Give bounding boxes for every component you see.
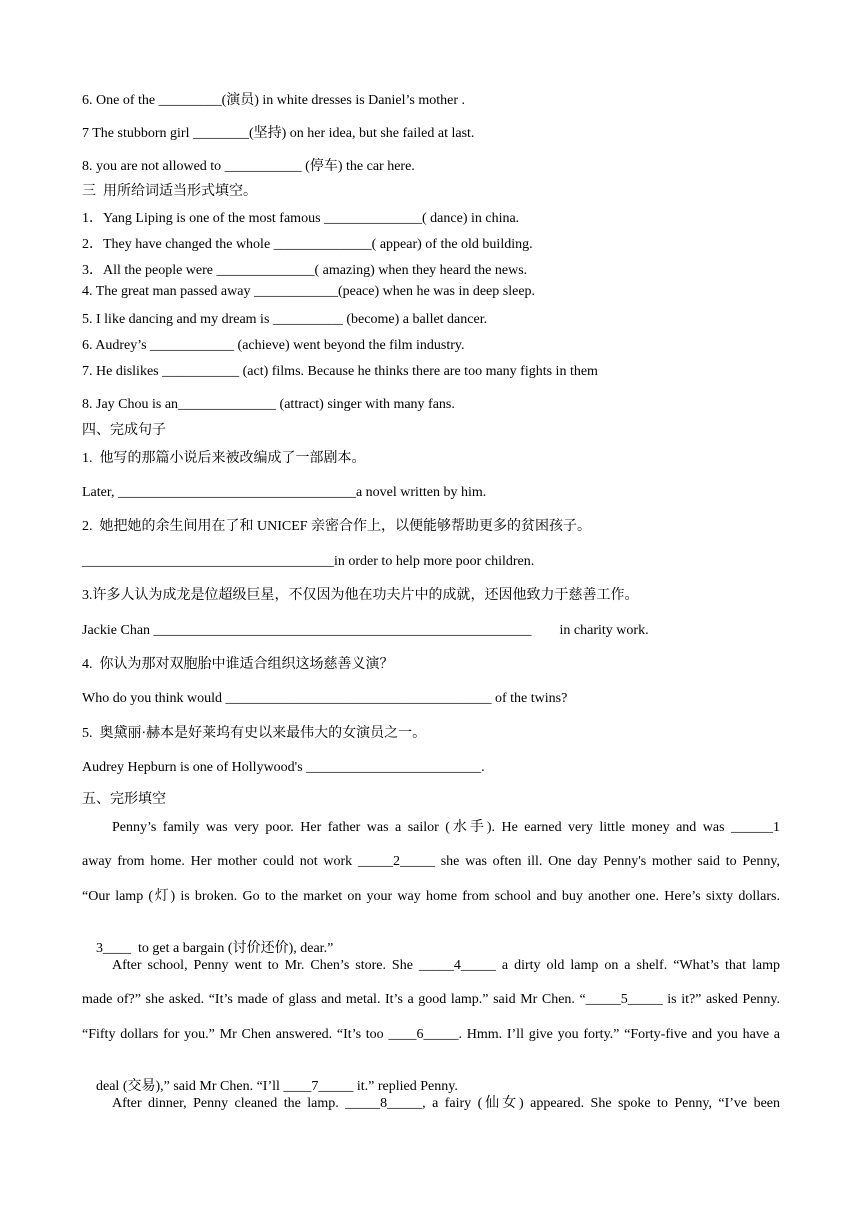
question-line: 7. He dislikes ___________ (act) films. Because he thinks there are too many fights in them — [82, 364, 598, 379]
blank-8: _____8_____ — [345, 1096, 423, 1111]
answer-line: Later, __________________________________a novel written by him. — [82, 485, 487, 500]
question-line: 2．They have changed the whole ______________( appear) of the old building. — [82, 237, 533, 252]
answer-line: ____________________________________in order to help more poor children. — [82, 554, 535, 569]
blank-6: ____6_____ — [388, 1027, 459, 1042]
answer-line: Who do you think would ______________________________________ of the twins? — [82, 691, 568, 706]
question-line: 8. you are not allowed to ___________ (停车) the car here. — [82, 159, 415, 174]
answer-line: Jackie Chan ______________________________________________________ in charity work. — [82, 623, 649, 638]
passage-line: Penny’s family was very poor. Her father was a sailor (水手). He earned very little money and was ______1 — [112, 820, 781, 835]
passage-line: away from home. Her mother could not work _____2_____ she was often ill. One day Penny's mother said to Penny, — [82, 854, 780, 869]
passage-line: made of?” she asked. “It’s made of glass and metal. It’s a good lamp.” said Mr Chen. “_____5_____ is it?” asked Penny. — [82, 992, 780, 1007]
passage-line: deal (交易),” said Mr Chen. “I’ll ____7_____ it.” replied Penny. — [96, 1079, 458, 1094]
question-line: 2. 她把她的余生间用在了和 UNICEF 亲密合作上，以便能够帮助更多的贫困孩子。 — [82, 519, 592, 534]
section-heading: 五、完形填空 — [82, 792, 166, 807]
passage-line: 3____ to get a bargain (讨价还价), dear.” — [96, 941, 334, 956]
question-line: 1. 他写的那篇小说后来被改编成了一部剧本。 — [82, 451, 366, 466]
blank-3: 3____ — [96, 941, 131, 956]
question-line: 7 The stubborn girl ________(坚持) on her idea, but she failed at last. — [82, 126, 475, 141]
blank-2: _____2_____ — [357, 854, 435, 869]
blank-4: _____4_____ — [418, 958, 496, 973]
answer-line: Audrey Hepburn is one of Hollywood's _________________________. — [82, 760, 485, 775]
question-line: 3.许多人认为成龙是位超级巨星，不仅因为他在功夫片中的成就，还因他致力于慈善工作。 — [82, 588, 639, 603]
question-line: 6. Audrey’s ____________ (achieve) went beyond the film industry. — [82, 338, 465, 353]
section-heading: 三 用所给词适当形式填空。 — [82, 184, 257, 199]
passage-line: “Our lamp (灯) is broken. Go to the market on your way home from school and buy another one. Here’s sixty dollars. — [82, 889, 780, 904]
question-line: 5. I like dancing and my dream is __________ (become) a ballet dancer. — [82, 312, 488, 327]
blank-1: ______1 — [731, 820, 781, 835]
passage-line: After school, Penny went to Mr. Chen’s store. She _____4_____ a dirty old lamp on a shelf. “What’s that lamp — [112, 958, 780, 973]
question-line: 3．All the people were ______________( amazing) when they heard the news. — [82, 263, 528, 278]
question-line: 4. The great man passed away ____________(peace) when he was in deep sleep. — [82, 284, 536, 299]
question-line: 5. 奥黛丽·赫本是好莱坞有史以来最伟大的女演员之一。 — [82, 726, 427, 741]
blank-7: ____7_____ — [283, 1079, 354, 1094]
question-line: 4. 你认为那对双胞胎中谁适合组织这场慈善义演？ — [82, 657, 394, 672]
blank-5: _____5_____ — [585, 992, 663, 1007]
section-heading: 四、完成句子 — [82, 423, 166, 438]
passage-line: “Fifty dollars for you.” Mr Chen answered. “It’s too ____6_____. Hmm. I’ll give you forty.” “Forty-five and you have a — [82, 1027, 781, 1042]
question-line: 1．Yang Liping is one of the most famous ______________( dance) in china. — [82, 211, 520, 226]
question-line: 8. Jay Chou is an______________ (attract) singer with many fans. — [82, 397, 455, 412]
passage-line: After dinner, Penny cleaned the lamp. _____8_____, a fairy (仙女) appeared. She spoke to Penny, “I’ve been — [112, 1096, 780, 1111]
question-line: 6. One of the _________(演员) in white dresses is Daniel’s mother . — [82, 93, 465, 108]
